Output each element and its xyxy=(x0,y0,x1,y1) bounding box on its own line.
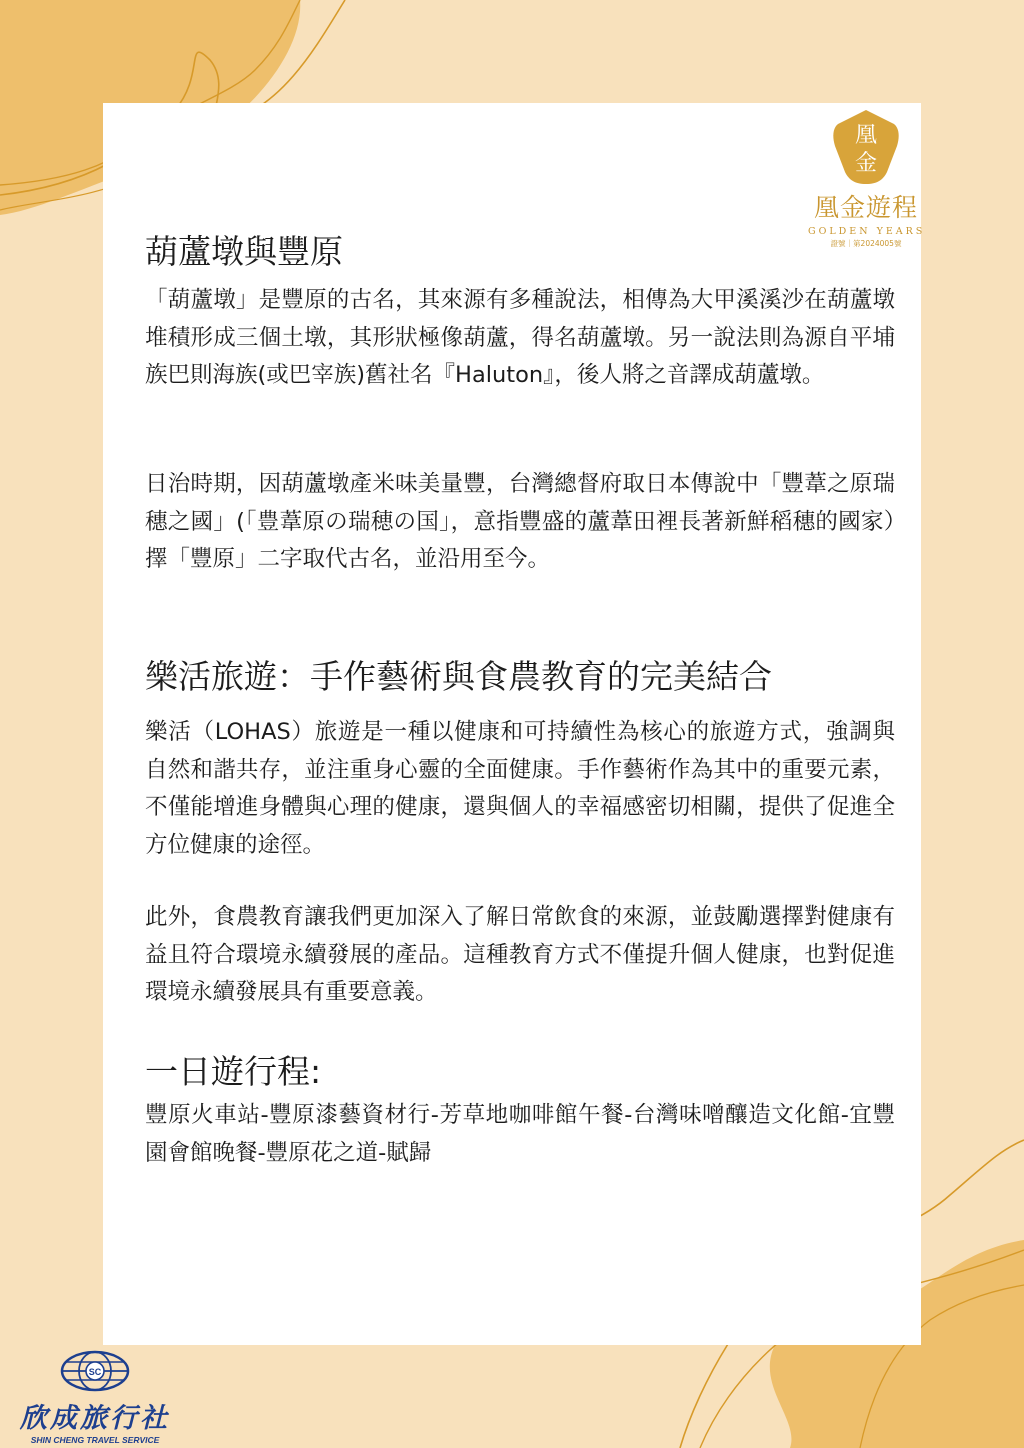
paragraph-hulu-dun-origin: 「葫蘆墩」是豐原的古名，其來源有多種說法，相傳為大甲溪溪沙在葫蘆墩堆積形成三個土墩，其形狀極像葫蘆，得名葫蘆墩。另一說法則為源自平埔族巴則海族(或巴宰族)舊社名『Haluton』，後人將之音譯成葫蘆墩。 xyxy=(145,287,895,388)
agency-name: 欣成旅行社 xyxy=(20,1403,170,1434)
badge-char-2: 金 xyxy=(854,151,878,176)
golden-years-logo xyxy=(808,108,924,249)
golden-years-subtitle: GOLDEN YEARS xyxy=(808,226,926,237)
section-heading-lohas: 樂活旅遊：手作藝術與食農教育的完美結合 xyxy=(145,657,772,696)
paragraph-japanese-era: 日治時期，因葫蘆墩產米味美量豐，台灣總督府取日本傳說中「豐葦之原瑞穗之國」(「豊葦原の瑞穂の国」，意指豐盛的蘆葦田裡長著新鮮稻穗的國家）擇「豐原」二字取代古名，並沿用至今。 xyxy=(145,471,895,572)
golden-years-license: 證號｜第2024005號 xyxy=(830,239,902,248)
paragraph-itinerary: 豐原火車站-豐原漆藝資材行-芳草地咖啡館午餐-台灣味噌釀造文化館-宜豐園會館晚餐-豐原花之道-賦歸 xyxy=(145,1102,895,1166)
shin-cheng-logo xyxy=(0,1350,190,1445)
golden-years-title: 凰金遊程 xyxy=(813,193,918,222)
agency-english-name: SHIN CHENG TRAVEL SERVICE xyxy=(30,1435,160,1445)
badge-char-1: 凰 xyxy=(854,123,878,148)
globe-initials: SC xyxy=(88,1367,102,1377)
paragraph-lohas: 樂活（LOHAS）旅遊是一種以健康和可持續性為核心的旅遊方式，強調與自然和諧共存，並注重身心靈的全面健康。手作藝術作為其中的重要元素，不僅能增進身體與心理的健康，還與個人的幸福感密切相關，提供了促進全方位健康的途徑。 xyxy=(145,719,895,858)
paragraph-food-education: 此外，食農教育讓我們更加深入了解日常飲食的來源，並鼓勵選擇對健康有益且符合環境永續發展的產品。這種教育方式不僅提升個人健康，也對促進環境永續發展具有重要意義。 xyxy=(145,904,895,1005)
section-heading-hulu-dun: 葫蘆墩與豐原 xyxy=(145,232,343,271)
globe-icon xyxy=(60,1350,130,1392)
golden-years-badge-icon xyxy=(831,108,901,186)
section-heading-itinerary: 一日遊行程: xyxy=(145,1052,322,1091)
